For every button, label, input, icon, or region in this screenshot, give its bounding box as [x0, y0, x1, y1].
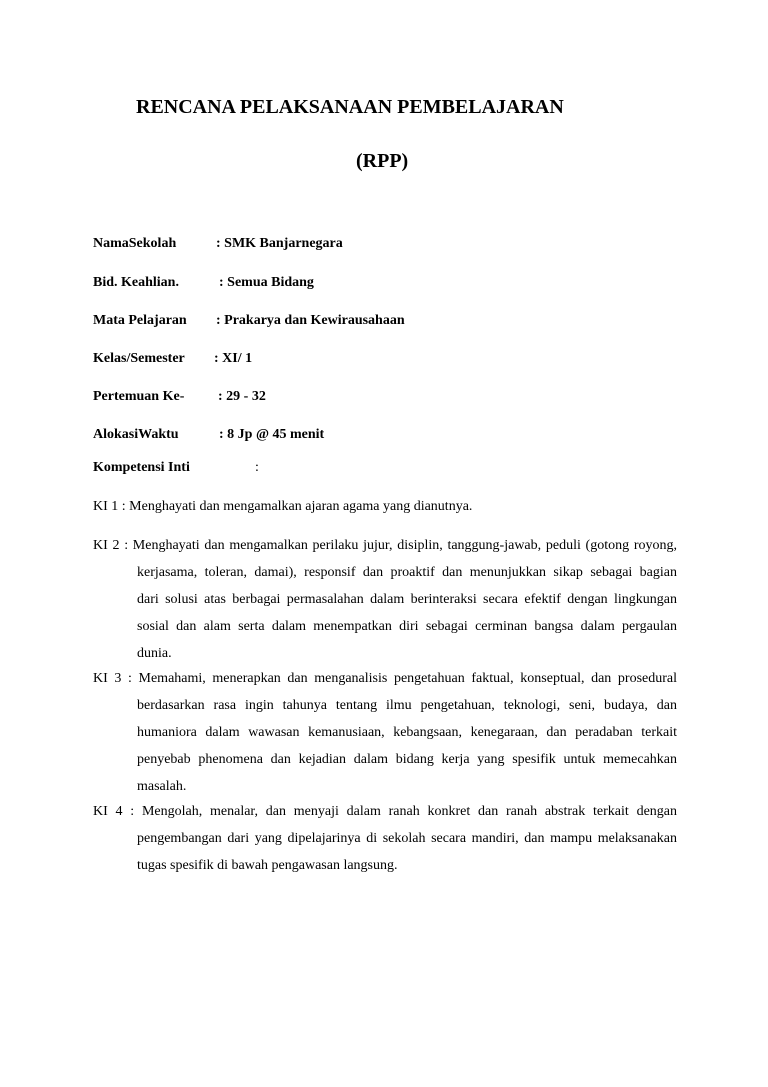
info-label: Kelas/Semester	[93, 351, 185, 366]
title-line-1: RENCANA PELAKSANAAN PEMBELAJARAN	[136, 96, 564, 118]
ki-4-line: pengembangan dari yang dipelajarinya di sekolah secara mandiri, dan mampu melaksanakan	[137, 831, 677, 846]
ki-3-first-line: KI 3 : Memahami, menerapkan dan menganalisis pengetahuan faktual, konseptual, dan prosedural	[93, 671, 677, 686]
ki-3-line: masalah.	[137, 779, 187, 794]
ki-2-line: dari solusi atas berbagai permasalahan dalam berinteraksi secara efektif dengan lingkungan	[137, 592, 677, 607]
ki-2-line: sosial dan alam serta dalam menempatkan diri sebagai cerminan bangsa dalam pergaulan	[137, 619, 677, 634]
ki-2-line: kerjasama, toleran, damai), responsif dan proaktif dan menunjukkan sikap sebagai bagian	[137, 565, 677, 580]
ki-1	[93, 493, 677, 520]
ki-3-line: berdasarkan rasa ingin tahunya tentang ilmu pengetahuan, teknologi, seni, budaya, dan	[137, 698, 677, 713]
ki-3	[93, 665, 677, 800]
info-value: : 29 - 32	[218, 389, 266, 404]
info-value: : 8 Jp @ 45 menit	[219, 427, 325, 442]
info-label: Pertemuan Ke-	[93, 389, 185, 404]
ki-3-continuation	[93, 692, 677, 800]
info-value: : Semua Bidang	[219, 275, 314, 290]
ki-4-first-line: KI 4 : Mengolah, menalar, dan menyaji dalam ranah konkret dan ranah abstrak terkait dengan	[93, 804, 677, 819]
info-value: :	[255, 460, 259, 475]
ki-4-continuation	[93, 825, 677, 879]
info-label: Bid. Keahlian.	[93, 275, 179, 290]
ki-2-continuation	[93, 559, 677, 667]
ki-4	[93, 798, 677, 879]
ki-3-line: humaniora dalam wawasan kemanusiaan, kebangsaan, kenegaraan, dan peradaban terkait	[137, 725, 677, 740]
ki-1-text: KI 1 : Menghayati dan mengamalkan ajaran agama yang dianutnya.	[93, 499, 473, 514]
ki-2-line: dunia.	[137, 646, 172, 661]
info-label: Kompetensi Inti	[93, 460, 190, 475]
ki-3-line: penyebab phenomena dan kejadian dalam bidang kerja yang spesifik untuk memecahkan	[137, 752, 677, 767]
info-value: : Prakarya dan Kewirausahaan	[216, 313, 405, 328]
info-value: : SMK Banjarnegara	[216, 236, 343, 251]
info-label: NamaSekolah	[93, 236, 177, 251]
ki-4-line: tugas spesifik di bawah pengawasan langsung.	[137, 858, 398, 873]
ki-2	[93, 532, 677, 667]
ki-2-first-line: KI 2 : Menghayati dan mengamalkan perilaku jujur, disiplin, tanggung-jawab, peduli (gotong royong,	[93, 538, 677, 553]
info-label: Mata Pelajaran	[93, 313, 187, 328]
info-value: : XI/ 1	[214, 351, 253, 366]
title-line-2: (RPP)	[356, 150, 409, 172]
info-label: AlokasiWaktu	[93, 427, 179, 442]
